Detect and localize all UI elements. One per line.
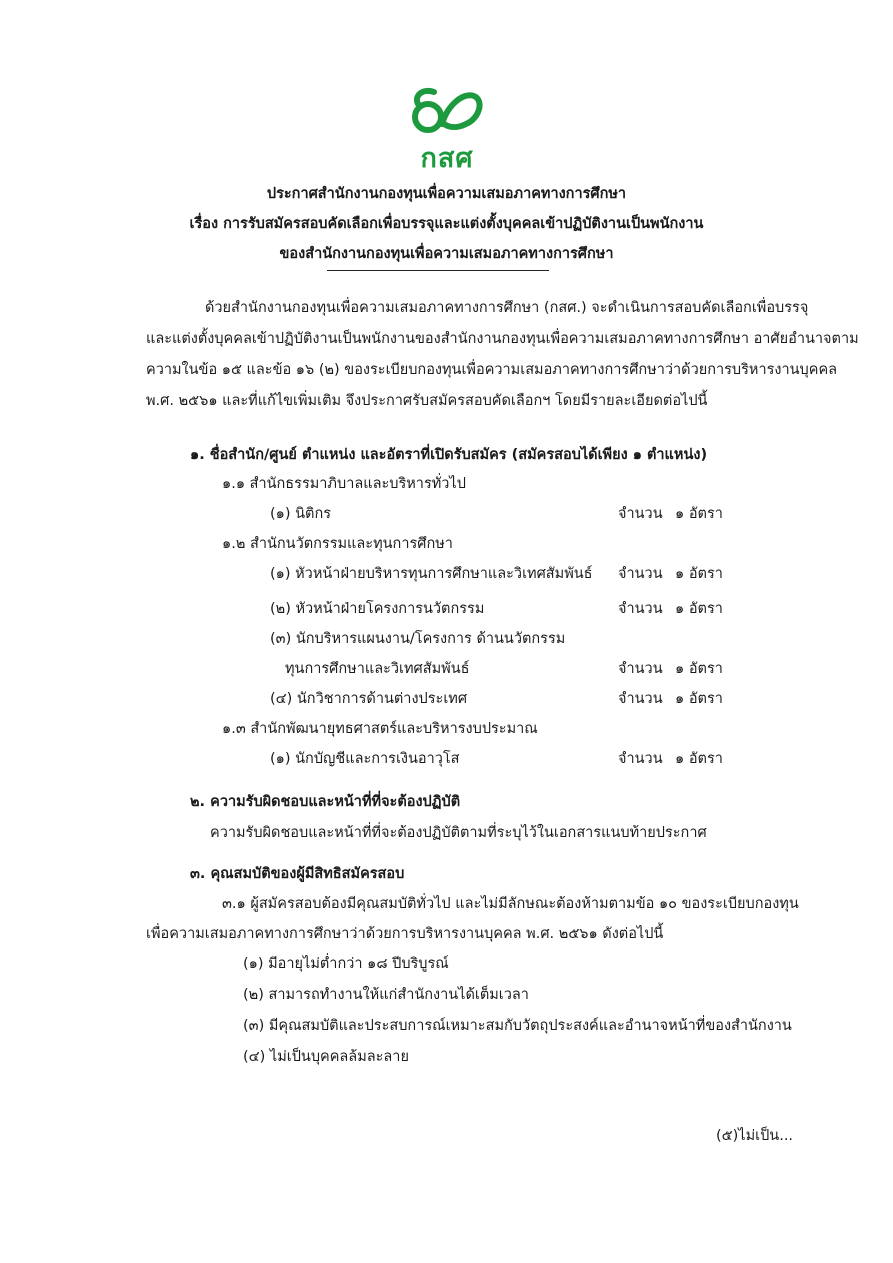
position-senior-accountant: (๑) นักบัญชีและการเงินอาวุโส	[270, 751, 460, 767]
quantity-value: ๑ อัตรา	[675, 601, 723, 617]
intro-line-4: พ.ศ. ๒๕๖๑ และที่แก้ไขเพิ่มเติม จึงประกาศรับสมัครสอบคัดเลือกฯ โดยมีรายละเอียดต่อไปนี้	[146, 393, 708, 409]
announcement-title: ประกาศสำนักงานกองทุนเพื่อความเสมอภาคทางการศึกษา	[266, 186, 627, 202]
quantity-label: จำนวน	[618, 506, 663, 522]
section-3-para-line-2: เพื่อความเสมอภาคทางการศึกษาว่าด้วยการบริหารงานบุคคล พ.ศ. ๒๕๖๑ ดังต่อไปนี้	[146, 926, 664, 942]
section-3-para-line-1: ๓.๑ ผู้สมัครสอบต้องมีคุณสมบัติทั่วไป และไม่มีลักษณะต้องห้ามตามข้อ ๑๐ ของระเบียบกองทุน	[222, 896, 799, 912]
quantity-value: ๑ อัตรา	[675, 506, 723, 522]
title-divider	[327, 270, 549, 271]
logo-text: กสศ	[420, 143, 474, 174]
announcement-subject-cont: ของสำนักงานกองทุนเพื่อความเสมอภาคทางการศึกษา	[279, 246, 614, 262]
position-innovation-head: (๒) หัวหน้าฝ่ายโครงการนวัตกรรม	[270, 601, 485, 617]
group-2-title: ๑.๒ สำนักนวัตกรรมและทุนการศึกษา	[222, 536, 453, 552]
quantity-label: จำนวน	[618, 691, 663, 707]
section-2-heading: ๒. ความรับผิดชอบและหน้าที่ที่จะต้องปฏิบัติ	[190, 794, 461, 810]
quantity-label: จำนวน	[618, 601, 663, 617]
position-program-manager: (๓) นักบริหารแผนงาน/โครงการ ด้านนวัตกรรม	[270, 631, 566, 647]
intro-line-1: ด้วยสำนักงานกองทุนเพื่อความเสมอภาคทางการศึกษา (กสศ.) จะดำเนินการสอบคัดเลือกเพื่อบรรจุ	[205, 300, 809, 316]
qualification-not-bankrupt: (๔) ไม่เป็นบุคคลล้มละลาย	[243, 1049, 409, 1065]
announcement-subject: เรื่อง การรับสมัครสอบคัดเลือกเพื่อบรรจุและแต่งตั้งบุคคลเข้าปฏิบัติงานเป็นพนักงาน	[189, 216, 704, 232]
quantity-value: ๑ อัตรา	[675, 751, 723, 767]
qualification-experience: (๓) มีคุณสมบัติและประสบการณ์เหมาะสมกับวัตถุประสงค์และอำนาจหน้าที่ของสำนักงาน	[243, 1018, 792, 1034]
intro-line-2: และแต่งตั้งบุคคลเข้าปฏิบัติงานเป็นพนักงานของสำนักงานกองทุนเพื่อความเสมอภาคทางการศึกษา อาศัยอำนาจตาม	[146, 331, 859, 347]
intro-line-3: ความในข้อ ๑๕ และข้อ ๑๖ (๒) ของระเบียบกองทุนเพื่อความเสมอภาคทางการศึกษาว่าด้วยการบริหารงานบุคคล	[146, 362, 838, 378]
qualification-full-time: (๒) สามารถทำงานให้แก่สำนักงานได้เต็มเวลา	[243, 987, 529, 1003]
position-legal-officer: (๑) นิติกร	[270, 506, 332, 522]
section-2-body: ความรับผิดชอบและหน้าที่ที่จะต้องปฏิบัติตามที่ระบุไว้ในเอกสารแนบท้ายประกาศ	[210, 825, 707, 841]
position-program-manager-cont: ทุนการศึกษาและวิเทศสัมพันธ์	[285, 661, 470, 677]
quantity-label: จำนวน	[618, 751, 663, 767]
page-continuation: (๕)ไม่เป็น...	[716, 1128, 794, 1144]
quantity-value: ๑ อัตรา	[675, 566, 723, 582]
quantity-label: จำนวน	[618, 566, 663, 582]
group-3-title: ๑.๓ สำนักพัฒนายุทธศาสตร์และบริหารงบประมาณ	[222, 721, 538, 737]
quantity-value: ๑ อัตรา	[675, 661, 723, 677]
quantity-value: ๑ อัตรา	[675, 691, 723, 707]
section-3-heading: ๓. คุณสมบัติของผู้มีสิทธิสมัครสอบ	[190, 866, 405, 882]
position-scholarship-head: (๑) หัวหน้าฝ่ายบริหารทุนการศึกษาและวิเทศสัมพันธ์	[270, 566, 593, 582]
qualification-age: (๑) มีอายุไม่ต่ำกว่า ๑๘ ปีบริบูรณ์	[243, 956, 449, 972]
logo-emblem-icon	[404, 84, 490, 136]
organization-logo	[404, 84, 490, 174]
section-1-heading: ๑. ชื่อสำนัก/ศูนย์ ตำแหน่ง และอัตราที่เปิดรับสมัคร (สมัครสอบได้เพียง ๑ ตำแหน่ง)	[190, 447, 708, 463]
quantity-label: จำนวน	[618, 661, 663, 677]
group-1-title: ๑.๑ สำนักธรรมาภิบาลและบริหารทั่วไป	[222, 476, 466, 492]
position-international-officer: (๔) นักวิชาการด้านต่างประเทศ	[270, 691, 468, 707]
